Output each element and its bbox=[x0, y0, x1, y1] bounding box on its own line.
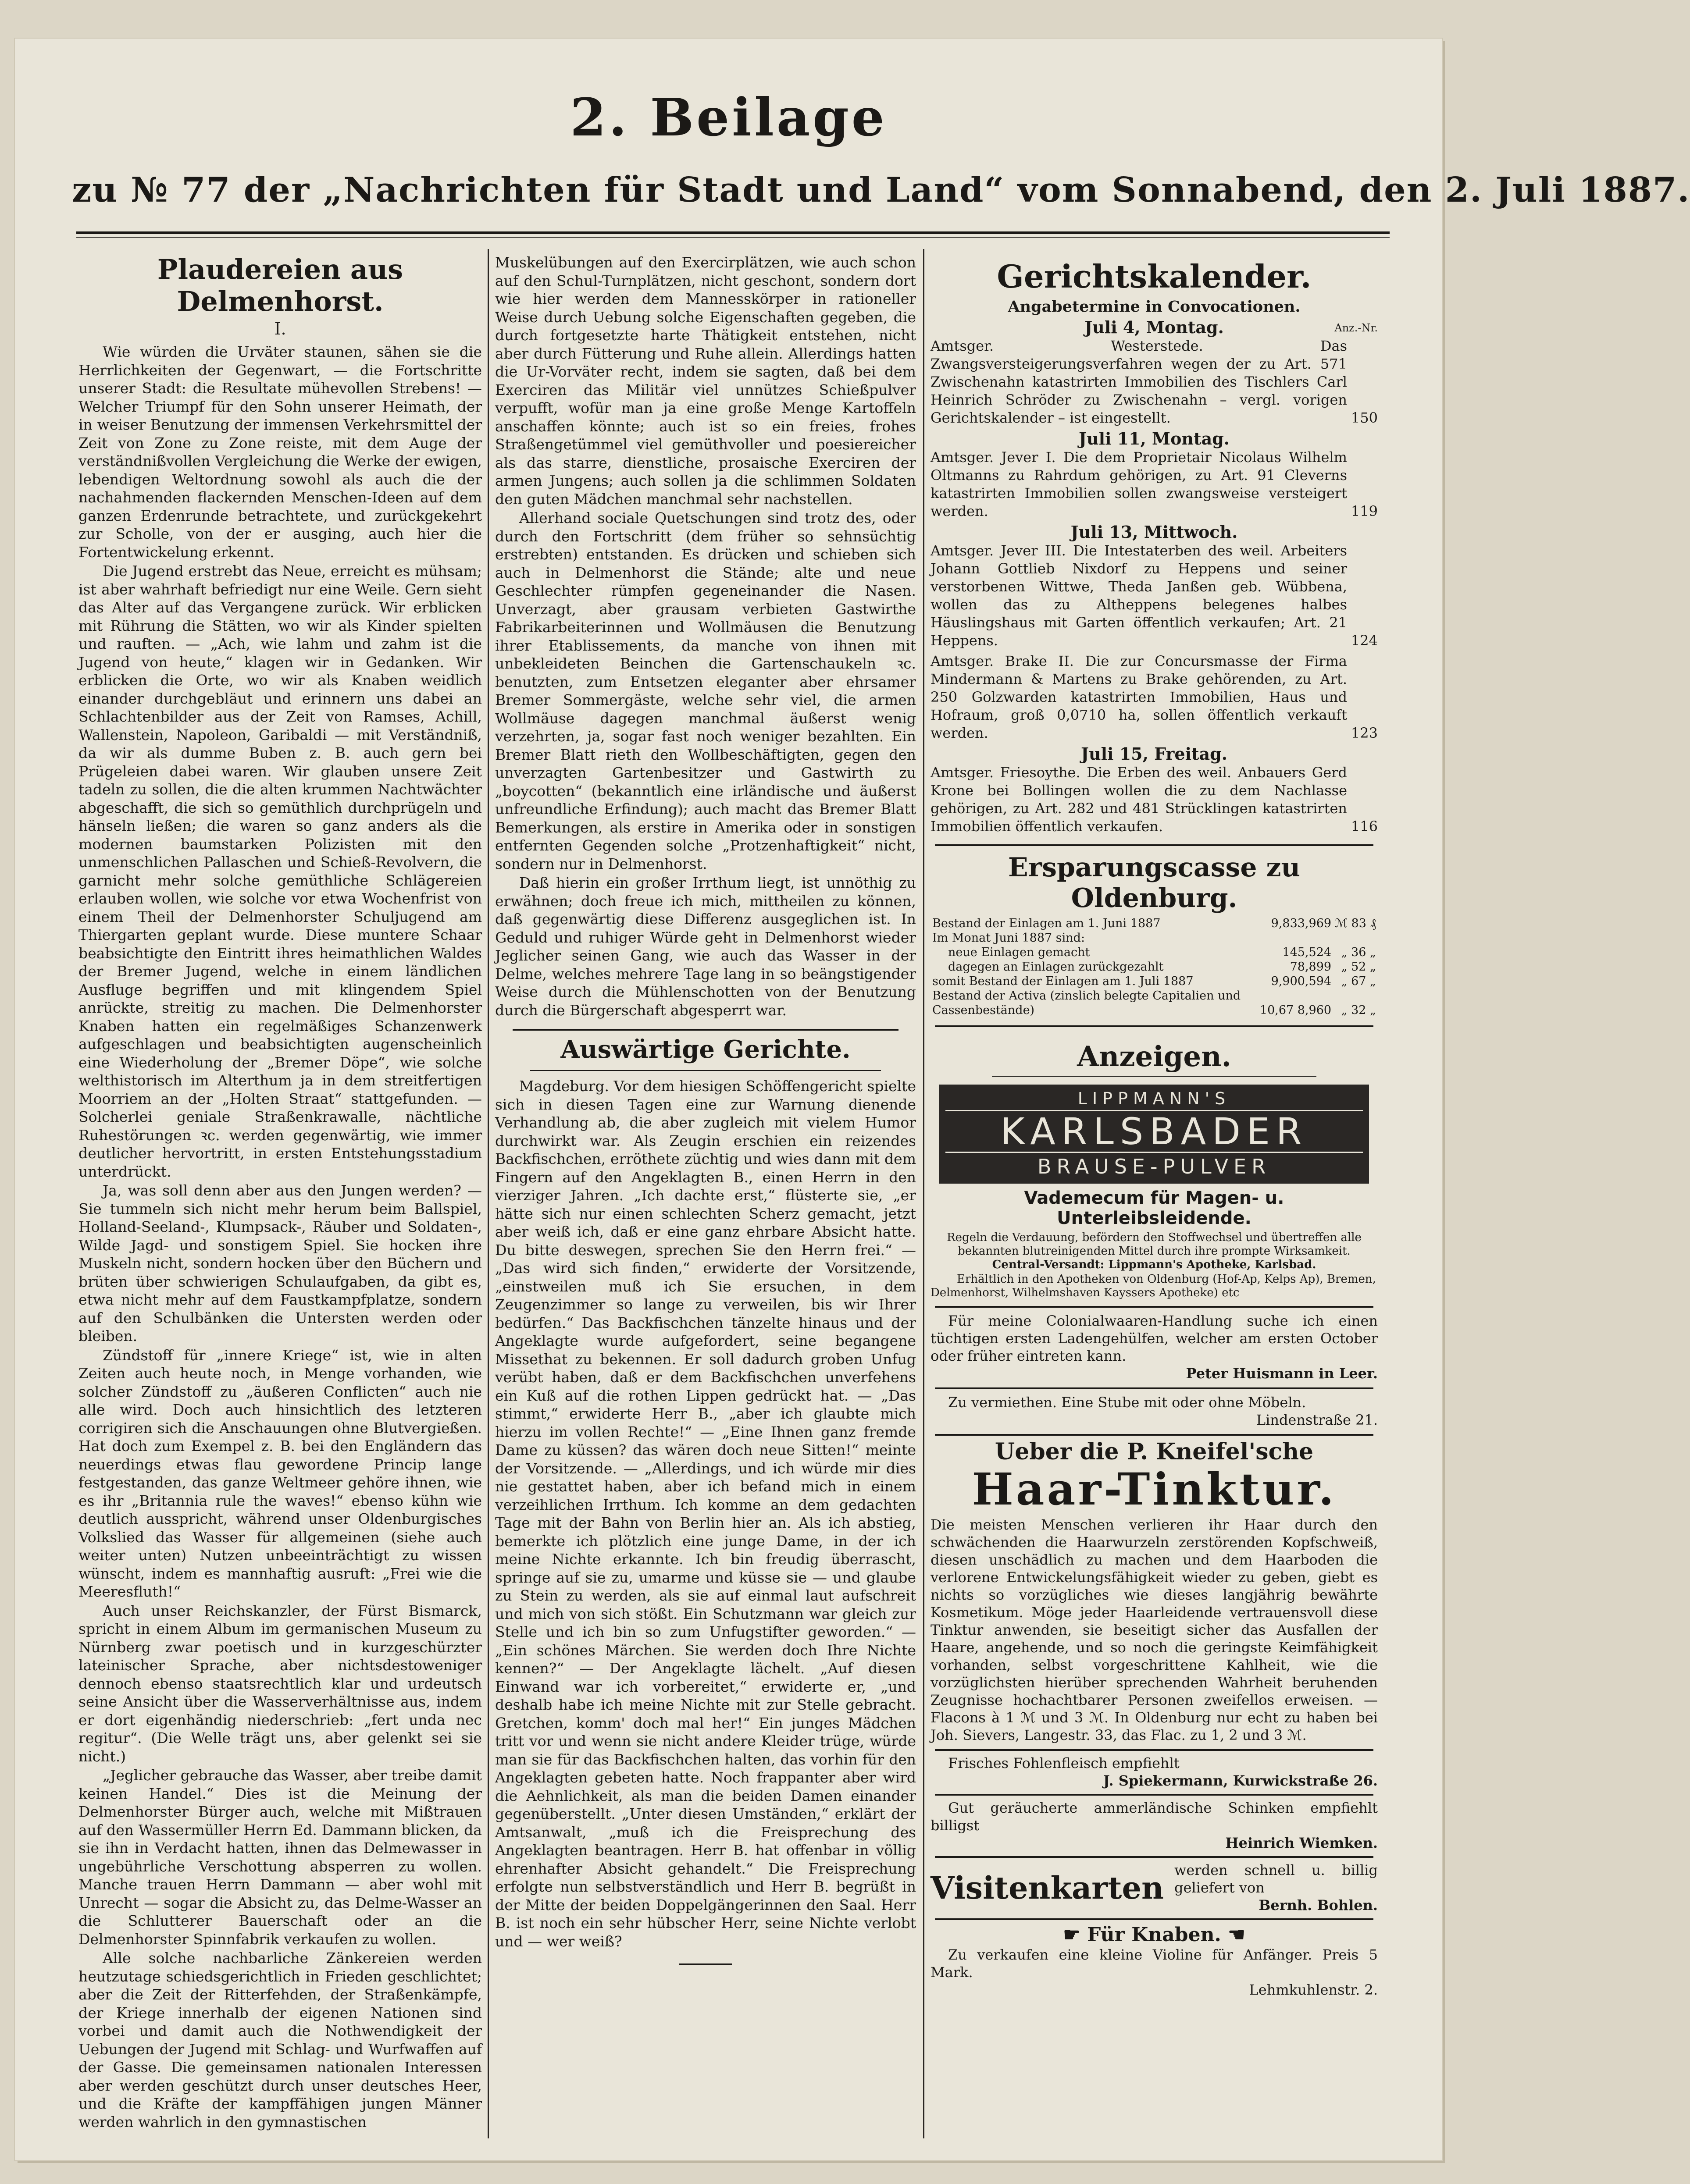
calendar-entry bbox=[931, 542, 1378, 650]
lippmann-product: KARLSBADER bbox=[945, 1110, 1363, 1153]
table-row bbox=[931, 945, 1378, 960]
lippmann-description: Regeln die Verdauung, befördern den Stoffwechsel und übertreffen alle bekannten blutreinigenden Mittel durch ihre prompte Wirksamkeit. bbox=[947, 1231, 1362, 1258]
end-rule bbox=[679, 1963, 732, 1965]
masthead-rule-thin bbox=[76, 237, 1390, 238]
title-underline bbox=[992, 1076, 1316, 1077]
knaben-ad-address: Lehmkuhlenstr. 2. bbox=[1249, 1981, 1378, 1998]
table-cell-value: 145,524 bbox=[1282, 946, 1332, 959]
lippmann-brand: LIPPMANN'S bbox=[1077, 1089, 1231, 1108]
gerichtskalender-subtitle: Angabetermine in Convocationen. bbox=[1008, 298, 1301, 316]
table-cell-label: Im Monat Juni 1887 sind: bbox=[932, 931, 1085, 945]
calendar-entry-text: Amtsger. Brake II. Die zur Concursmasse der Firma Mindermann & Martens zu Brake gehörenden, zu Art. 250 Golzwarden katastrirten Immobilien, Haus und Hofraum, groß 0,0710 ha, sollen öffentlich verkauft werden. bbox=[931, 653, 1347, 741]
paragraph: „Jeglicher gebrauche das Wasser, aber treibe damit keinen Handel.“ Dies ist die Meinung der Delmenhorster Bürger auch, welche mit Mißtrauen auf den Wassermüller Herrn Ed. Dammann blicken, da sie ihn in Verdacht hatten, ihnen das Delmewasser in ungebührliche Verschottung absperren zu wollen. Manche trauen Herrn Dammann — aber wohl mit Unrecht — sogar die Absicht zu, das Delme-Wasser an die Schlutterer Bauerschaft oder an die Delmenhorster Spinnfabrik verkaufen zu wollen. bbox=[78, 1767, 482, 1948]
lippmann-versandt: Central-Versandt: Lippmann's Apotheke, Karlsbad. bbox=[992, 1258, 1316, 1271]
gerichtskalender-title: Gerichtskalender. bbox=[997, 258, 1312, 295]
article-title-gerichte: Auswärtige Gerichte. bbox=[560, 1035, 851, 1064]
paragraph: Ja, was soll denn aber aus den Jungen werden? — Sie tummeln sich nicht mehr herum beim Ballspiel, Holland-Seeland-, Klumpsack-, Räuber und Soldaten-, Wilde Jagd- und sonstigem Spiel. Sie hocken ihre Muskeln nicht, sondern hocken über den Büchern und brüten über schwierigen Schulaufgaben, da gibt es, etwa nicht mehr auf dem Faustkampfplatze, sondern auf den Schulbänken die Untersten werden oder bleiben. bbox=[78, 1182, 482, 1345]
table-cell-value: 10,67 8,960 bbox=[1259, 1003, 1332, 1017]
table-cell-unit: „ 36 „ bbox=[1341, 946, 1376, 959]
pointing-hand-icon: ☚ bbox=[1221, 1924, 1245, 1946]
calendar-entry-number: 123 bbox=[1351, 725, 1378, 741]
colonial-ad bbox=[931, 1312, 1378, 1382]
article-title-plaudereien: Plaudereien aus Delmenhorst. bbox=[157, 253, 403, 317]
calendar-date-text: Juli 4, Montag. bbox=[1084, 317, 1224, 337]
pointing-hand-icon: ☛ bbox=[1063, 1924, 1087, 1946]
paragraph: Muskelübungen auf den Exercirplätzen, wie auch schon auf den Schul-Turnplätzen, nicht geschont, sondern dort wie hier werden dem Mannesskörper in rationeller Weise durch Uebung solche Eigenschaften gegeben, die durch fortgesetzte harte Thätigkeit entstehen, nicht aber durch Fütterung und Ruhe allein. Allerdings hatten die Ur-Vorväter recht, indem sie sagten, daß bei dem Exerciren das Militär viel unnützes Schießpulver verpufft, wofür man ja eine große Menge Kartoffeln anschaffen könnte; auch ist so ein freies, frohes Straßengetümmel viel gemüthvoller und poesiereicher als das starre, dienstliche, prosaische Exerciren der armen Jungens; auch sollen ja die schlimmen Soldaten den guten Mädchen manchmal sehr nachstellen. bbox=[495, 254, 916, 508]
column-divider-2 bbox=[923, 249, 924, 2138]
calendar-entry-number: 119 bbox=[1351, 503, 1378, 519]
vermiethen-ad-text: Zu vermiethen. Eine Stube mit oder ohne Möbeln. bbox=[948, 1394, 1306, 1411]
kneifel-ad-product: Haar-Tinktur. bbox=[972, 1463, 1337, 1515]
masthead-title: 2. Beilage bbox=[570, 87, 887, 148]
schinken-ad-text: Gut geräucherte ammerländische Schinken empfiehlt billigst bbox=[931, 1800, 1378, 1834]
section-separator bbox=[935, 1025, 1373, 1027]
table-cell-value: 9,900,594 bbox=[1271, 975, 1332, 988]
table-cell-label: neue Einlagen gemacht bbox=[948, 946, 1090, 959]
paragraph: Auch unser Reichskanzler, der Fürst Bismarck, spricht in einem Album im germanischen Museum zu Nürnberg zwar poetisch und in kurzgeschürzter lateinischer Sprache, aber nichtsdestoweniger dennoch ebenso staatsrechtlich klar und urdeutsch seine Ansicht über die Wasserverhältnisse aus, indem er dort eigenhändig niederschrieb: „fert unda nec regitur“. (Die Welle trägt uns, aber gelenkt sei sie nicht.) bbox=[78, 1602, 482, 1765]
visitenkarten-signature: Bernh. Bohlen. bbox=[1259, 1897, 1378, 1914]
ad-separator bbox=[935, 1918, 1373, 1920]
article-body-plaudereien bbox=[78, 343, 482, 2131]
calendar-date: Juli 15, Freitag. bbox=[1081, 744, 1227, 764]
colonial-ad-text: Für meine Colonialwaaren-Handlung suche ich einen tüchtigen ersten Ladengehülfen, welcher am ersten October oder früher eintreten kann. bbox=[931, 1313, 1378, 1364]
title-underline bbox=[530, 1070, 881, 1071]
paragraph: Zündstoff für „innere Kriege“ ist, wie in alten Zeiten auch heute noch, in Menge vorhanden, wie solcher Zündstoff zu „äußeren Conflicten“ auch nie alle wird. Doch auch hinsichtlich des letzteren corrigiren sich die Anschauungen ohne Blutvergießen. Hat doch zum Exempel z. B. bei den Engländern das neuerdings etwas flau gewordene Princip lange festgestanden, das ganze Weltmeer gehöre ihnen, wie es ihr „Britannia rule the waves!“ ebenso kühn wie deutlich ausspricht, während unser Oldenburgisches Volkslied das Wasser für allgemeinen (siehe auch weiter unten) Nutzen unbeeinträchtigt zu wissen wünscht, indem es mannhaftig ausruft: „Frei wie die Meeresfluth!“ bbox=[78, 1346, 482, 1600]
calendar-date: Juli 11, Montag. bbox=[1078, 429, 1230, 448]
lippmann-availability: Erhältlich in den Apotheken von Oldenburg (Hof-Ap, Kelps Ap), Bremen, Delmenhorst, Wilhelmshaven Kayssers Apotheke) etc bbox=[931, 1273, 1376, 1299]
kneifel-ad-heading: Ueber die P. Kneifel'sche bbox=[995, 1438, 1314, 1465]
ad-separator bbox=[935, 1434, 1373, 1436]
table-cell-value bbox=[1258, 931, 1333, 945]
calendar-entry-number: 150 bbox=[1351, 409, 1378, 426]
fohlen-ad bbox=[931, 1754, 1378, 1789]
knaben-ad-text: Zu verkaufen eine kleine Violine für Anfänger. Preis 5 Mark. bbox=[931, 1946, 1378, 1981]
calendar-entry bbox=[931, 337, 1378, 427]
table-row bbox=[931, 916, 1378, 931]
paragraph: Die Jugend erstrebt das Neue, erreicht es mühsam; ist aber wahrhaft befriedigt nur eine Weile. Gern sieht das Alter auf das Vergangene zurück. Wir erblicken mit Rührung die Stätten, wo wir als Kinder spielten und rauften. — „Ach, wie lahm und zahm ist die Jugend von heute,“ klagen wir in Gedanken. Wir erblicken die Orte, wo wir als Knaben weidlich einander durchgebläut und erinnern uns dabei an Schlachtenbilder aus der Zeit von Ramses, Achill, Wallenstein, Napoleon, Garibaldi — mit Verständniß, da wir als dumme Buben z. B. auch gern bei Prügeleien dabei waren. Wir glauben unsere Zeit tadeln zu sollen, die die alten krummen Nachtwächter abgeschafft, die sich so gemüthlich durchprügeln und hänseln ließen; die waren so ganz anders als die modernen baumstarken Polizisten mit den unmenschlichen Pallaschen und Schieß-Revolvern, die garnicht mehr solche gemüthliche Schlägereien erlauben wollen, wie solche vor etwa Wochenfrist von einem Theil der Delmenhorster Schuljugend am Thiergarten geplant wurde. Diese muntere Schaar beabsichtigte den Eintritt ihres heimathlichen Waldes der Bremer Jugend, welche in einem ländlichen Ausfluge begriffen und mit klingendem Spiel anrückte, streitig zu machen. Die Delmenhorster Knaben hatten ein regelmäßiges Schanzenwerk aufgeschlagen und beabsichtigten augenscheinlich eine Wiederholung der „Bremer Döpe“, wie solche welthistorisch im Alterthum ja in dem streitfertigen Moorriem an der „Holten Straat“ stattgefunden. — Solcherlei geniale Straßenkrawalle, nächtliche Ruhestörungen ꝛc. werden gegenwärtig, wie immer deutlicher hervortritt, in ersten Entstehungsstadium unterdrückt. bbox=[78, 562, 482, 1180]
calendar-entry bbox=[931, 448, 1378, 520]
visitenkarten-title: Visitenkarten bbox=[931, 1869, 1164, 1906]
table-row bbox=[931, 931, 1378, 945]
table-row bbox=[931, 989, 1378, 1017]
masthead-subtitle: zu № 77 der „Nachrichten für Stadt und Land“ vom Sonnabend, den 2. Juli 1887. bbox=[72, 170, 1690, 210]
ad-separator bbox=[935, 1856, 1373, 1858]
anzeige-number-label: Anz.-Nr. bbox=[1334, 322, 1378, 334]
ad-separator bbox=[935, 1794, 1373, 1796]
table-cell-value: 78,899 bbox=[1290, 960, 1332, 974]
article-part-number: I. bbox=[274, 319, 286, 338]
ad-separator bbox=[935, 1749, 1373, 1751]
table-cell-unit: „ 32 „ bbox=[1341, 1003, 1376, 1017]
table-row bbox=[931, 974, 1378, 989]
newspaper-page bbox=[15, 39, 1690, 2160]
column-2 bbox=[495, 245, 916, 1965]
calendar-entry-text: Amtsger. Jever III. Die Intestaterben des weil. Arbeiters Johann Gottlieb Nixdorf zu Heppens und seiner verstorbenen Wittwe, Theda Janßen geb. Wübbena, wollen das zu Altheppens belegenes halbes Häuslingshaus mit Garten öffentlich verkaufen; Art. 21 Heppens. bbox=[931, 542, 1347, 649]
knaben-ad-title-text: Für Knaben. bbox=[1087, 1924, 1221, 1946]
paragraph: Wie würden die Urväter staunen, sähen sie die Herrlichkeiten der Gegenwart, — die Fortschritte unserer Stadt: die Resultate mühevollen Strebens! — Welcher Triumpf für den Sohn unserer Heimath, der in weiser Benutzung der immensen Verkehrsmittel der Zeit von Zone zu Zone reiste, mit dem Auge der verständnißvollen Vergleichung die Werke der ewigen, lebendigen Weltordnung sowohl als auch die der nachahmenden flackernden Menschen-Ideen auf dem ganzen Erdenrunde betrachtete, und zurückgekehrt zur Scholle, von der er ausging, auch hier die Fortentwickelung erkennt. bbox=[78, 343, 482, 561]
table-cell-unit: „ 67 „ bbox=[1341, 975, 1376, 988]
table-cell-label: somit Bestand der Einlagen am 1. Juli 1887 bbox=[932, 975, 1194, 988]
ad-separator bbox=[935, 1387, 1373, 1389]
calendar-entry-number: 116 bbox=[1351, 818, 1378, 835]
calendar-date: Juli 13, Mittwoch. bbox=[1070, 522, 1238, 542]
table-cell-label: dagegen an Einlagen zurückgezahlt bbox=[948, 960, 1164, 974]
table-cell-label: Bestand der Activa (zinslich belegte Capitalien und Cassenbestände) bbox=[932, 989, 1241, 1017]
paragraph: Alle solche nachbarliche Zänkereien werden heutzutage schiedsgerichtlich in Frieden geschlichtet; aber die Zeit der Ritterfehden, der Straßenkämpfe, der Kriege innerhalb der eigenen Nationen sind vorbei und damit auch die Nothwendigkeit der Uebungen der Jugend mit Schlag- und Wurfwaffen auf der Gasse. Die gemeinsamen nationalen Interessen aber werden geschützt durch unser deutsches Heer, und die Kräfte der kampffähigen jungen Männer werden wahrlich in den gymnastischen bbox=[78, 1949, 482, 2131]
knaben-ad-title bbox=[931, 1924, 1378, 1946]
paragraph: Magdeburg. Vor dem hiesigen Schöffengericht spielte sich in diesen Tagen eine zur Warnung dienende Verhandlung ab, die aber zugleich mit vielem Humor durchwirkt war. Als Zeugin erschien ein reizendes Backfischchen, erröthete züchtig und wies dann mit dem Fingern auf den Angeklagten B., einen Herrn in den vierziger Jahren. „Ich dachte erst,“ flüsterte sie, „er hätte sich nur einen schlechten Scherz gemacht, jetzt aber weiß ich, daß er eine ganz ehrbare Absicht hatte. Du bitte deswegen, sprechen Sie den Herrn frei.“ — „Das wird sich finden,“ erwiderte der Vorsitzende, „einstweilen muß ich Sie ersuchen, in dem Zeugenzimmer so lange zu verweilen, bis wir Ihrer bedürfen.“ Das Backfischchen tänzelte hinaus und der Angeklagte wurde aufgefordert, seine begangene Missethat zu bekennen. Er soll dadurch groben Unfug verübt haben, daß er dem Backfischchen unverfehens ein Kuß auf die rothen Lippen gedrückt hat. — „Das stimmt,“ erwiderte Herr B., „aber ich glaubte mich hierzu im vollen Rechte!“ — „Eine Ihnen ganz fremde Dame zu küssen? das wären doch neue Sitten!“ meinte der Vorsitzende. — „Allerdings, und ich würde mir dies nie gestattet haben, aber ich befand mich in einem verzeihlichen Irrthum. Ich komme an dem gedachten Tage mit der Bahn von Berlin hier an. Als ich abstieg, bemerkte ich plötzlich eine junge Dame, in der ich meine Nichte erkannte. Ich bin freudig überrascht, springe auf sie zu, umarme und küsse sie — und glaube zu Stein zu werden, als sie auf einmal laut aufschreit und mich von sich stößt. Ein Schutzmann war gleich zur Stelle und ich bin so zum Unfugstifter geworden.“ — „Ein schönes Märchen. Sie werden doch Ihre Nichte kennen?“ — Der Angeklagte lächelt. „Auf diesen Einwand war ich vorbereitet,“ erwiderte er, „und deshalb habe ich meine Nichte mit zur Stelle gebracht. Gretchen, komm' doch mal her!“ Ein junges Mädchen tritt vor und wenn sie nicht andere Kleider trüge, würde man sie für das Backfischchen halten, das vorhin für den Angeklagten gebeten hatte. Noch frappanter aber wird die Aehnlichkeit, als man die beiden Damen einander gegenüberstellt. „Unter diesen Umständen,“ erklärt der Amtsanwalt, „muß ich die Freisprechung des Angeklagten beantragen. Herr B. hat offenbar in völlig ehrenhafter Absicht gehandelt.“ Die Freisprechung erfolgte nun selbstverständlich und Herr B. begrüßt in der Mitte der beiden Doppelgängerinnen den Saal. Herr B. ist noch ein sehr hübscher Herr, seine Nichte verlobt und — wer weiß? bbox=[495, 1078, 916, 1950]
ad-separator bbox=[935, 1306, 1373, 1308]
visitenkarten-details bbox=[1174, 1861, 1378, 1914]
visitenkarten-text: werden schnell u. billig geliefert von bbox=[1174, 1862, 1378, 1896]
calendar-entry-text: Amtsger. Westerstede. Das Zwangsversteigerungsverfahren wegen der zu Art. 571 Zwischenahn katastrirten Immobilien des Tischlers Carl Heinrich Schröder zu Zwischenahn – vergl. vorigen Gerichtskalender – ist eingestellt. bbox=[931, 338, 1347, 426]
calendar-entry-text: Amtsger. Friesoythe. Die Erben des weil. Anbauers Gerd Krone bei Bollingen wollen die zu dem Nachlasse gehörigen, zu Art. 282 und 481 Strücklingen katastrirten Immobilien öffentlich verkaufen. bbox=[931, 764, 1347, 835]
calendar-entry-text: Amtsger. Jever I. Die dem Proprietair Nicolaus Wilhelm Oltmanns zu Rahrdum gehörigen, zu Art. 91 Cleverns katastrirten Immobilien sollen zwangsweise versteigert werden. bbox=[931, 449, 1347, 519]
ersparungscasse-title: Ersparungscasse zu Oldenburg. bbox=[1008, 852, 1301, 914]
table-cell-value: 9,833,969 bbox=[1271, 917, 1332, 930]
table-row bbox=[931, 960, 1378, 974]
paragraph: Daß hierin ein großer Irrthum liegt, ist unnöthig zu erwähnen; doch freue ich mich, mittheilen zu können, daß gegenwärtig diese Differenz ausgeglichen ist. In Geduld und ruhiger Würde geht in Delmenhorst wieder Jeglicher seinen Gang, wie auch das Wasser in der Delme, welches mehrere Tage lang in so beängstigender Weise durch die Mühlenschotten von der Benutzung durch die Bürgerschaft abgesperrt war. bbox=[495, 874, 916, 1019]
paragraph: Allerhand sociale Quetschungen sind trotz des, oder durch den Fortschritt (dem früher so sehnsüchtig erstrebten) entstanden. Es drücken und schieben sich auch in Delmenhorst die Stände; alte und neue Geschlechter rümpfen gegeneinander die Nasen. Unverzagt, aber grausam verbieten Gastwirthe Fabrikarbeiterinnen und Wollmäusen die Benutzung ihrer Etablissements, da manche von ihnen mit unbekleideten Beinchen die Gartenschaukeln ꝛc. benutzten, zum Entsetzen eleganter aber ehrsamer Bremer Sommergäste, welche sehr viel, die armen Wollmäuse dagegen manchmal äußerst wenig verzehrten, ja, sogar fast noch weniger bezahlten. Ein Bremer Blatt rieth den Wollbeschäftigten, gegen den unverzagten Gartenbesitzer und Gastwirth zu „boycotten“ (bekanntlich eine irländische und äußerst unfreundliche Erfindung); auch macht das Bremer Blatt Bemerkungen, als erstire in Amerika oder in sonstigen entfernten Gegenden solche „Protzenhaftigkeit“ nicht, sondern nur in Delmenhorst. bbox=[495, 509, 916, 872]
schinken-ad-signature: Heinrich Wiemken. bbox=[1225, 1835, 1378, 1851]
table-cell-unit: ℳ 83 ₰ bbox=[1335, 917, 1376, 930]
column-1 bbox=[78, 245, 482, 2131]
vermiethen-ad-address: Lindenstraße 21. bbox=[1256, 1412, 1378, 1428]
ersparungscasse-table bbox=[931, 916, 1378, 1017]
table-cell-unit: „ 52 „ bbox=[1341, 960, 1376, 974]
colonial-ad-signature: Peter Huismann in Leer. bbox=[1186, 1365, 1378, 1382]
calendar-entry bbox=[931, 764, 1378, 836]
visitenkarten-ad bbox=[931, 1861, 1378, 1914]
table-cell-label: Bestand der Einlagen am 1. Juni 1887 bbox=[932, 917, 1161, 930]
section-separator bbox=[935, 844, 1373, 846]
lippmann-product-type: BRAUSE-PULVER bbox=[1037, 1155, 1271, 1178]
column-divider-1 bbox=[488, 249, 489, 2138]
fohlen-ad-signature: J. Spiekermann, Kurwickstraße 26. bbox=[1103, 1772, 1378, 1789]
article-separator bbox=[513, 1029, 898, 1031]
lippmann-ad-banner bbox=[939, 1085, 1369, 1184]
anzeigen-title: Anzeigen. bbox=[1077, 1040, 1231, 1073]
vermiethen-ad bbox=[931, 1394, 1378, 1429]
knaben-ad bbox=[931, 1946, 1378, 1999]
table-cell-unit bbox=[1333, 931, 1378, 945]
column-3 bbox=[931, 245, 1378, 1999]
masthead-rule bbox=[76, 231, 1390, 234]
kneifel-ad-text: Die meisten Menschen verlieren ihr Haar durch den schwächenden die Haarwurzeln zerstörenden Kopfschweiß, diesen unschädlich zu machen und dem Haarboden die verlorene Entwickelungsfähigkeit wieder zu geben, giebt es nichts so vorzügliches wie dieses langjährig bewährte Kosmetikum. Möge jeder Haarleidende vertrauensvoll diese Tinktur anwenden, sie beseitigt sicher das Ausfallen der Haare, angehende, und so noch die geringste Keimfähigkeit vorhanden, selbst vorgeschrittene Kahlheit, wie die vorzüglichsten hierüber sprechenden Wahrheit beruhenden Zeugnisse hochachtbarer Personen zweifellos erweisen. — Flacons à 1 ℳ und 3 ℳ. In Oldenburg nur echt zu haben bei Joh. Sievers, Langestr. 33, das Flac. zu 1, 2 und 3 ℳ. bbox=[931, 1516, 1378, 1743]
lippmann-slogan: Vademecum für Magen- u. Unterleibsleidende. bbox=[1024, 1188, 1284, 1228]
calendar-entry bbox=[931, 652, 1378, 742]
calendar-date bbox=[931, 317, 1378, 337]
fohlen-ad-text: Frisches Fohlenfleisch empfiehlt bbox=[948, 1755, 1180, 1771]
article-body-plaudereien-continued bbox=[495, 253, 916, 1019]
article-body-gerichte bbox=[495, 1077, 916, 1950]
calendar-entry-number: 124 bbox=[1351, 632, 1378, 649]
schinken-ad bbox=[931, 1799, 1378, 1852]
